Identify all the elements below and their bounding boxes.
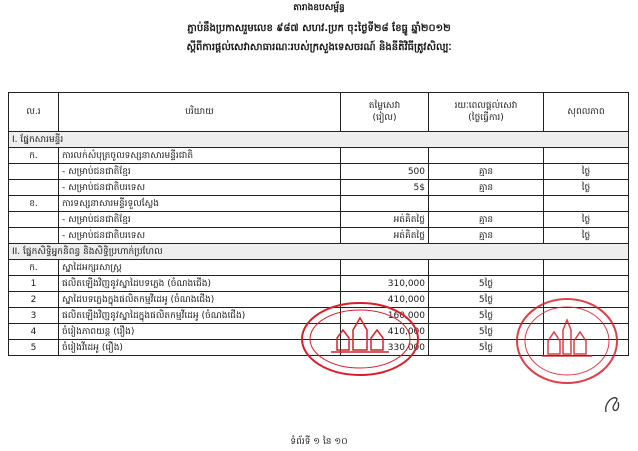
row-description: - សម្រាប់ជនជាតិបរទេស — [59, 180, 341, 196]
row-duration — [429, 148, 544, 164]
row-validity — [544, 276, 629, 292]
row-description: ផលិតឡើងវិញនូវស្នាដៃក្នុងផលិតកម្មវីដេអូ (ចំណងជើង) — [59, 308, 341, 324]
table-header-row — [9, 93, 629, 132]
row-duration: 5ថ្ងៃ — [429, 340, 544, 356]
section-header: II. ផ្នែកសិទ្ធិអ្នកនិពន្ធ និងសិទ្ធិប្រហាក់ប្រហែល — [9, 244, 629, 260]
row-duration: គ្មាន — [429, 180, 544, 196]
row-number: 2 — [9, 292, 59, 308]
row-number — [9, 228, 59, 244]
row-description: - សម្រាប់ជនជាតិខ្មែរ — [59, 164, 341, 180]
official-seal-stamp-icon — [297, 300, 423, 378]
row-description: - សម្រាប់ជនជាតិបរទេស — [59, 228, 341, 244]
row-description: ចំរៀងវីដេអូ (រឿង) — [59, 340, 341, 356]
row-duration — [429, 196, 544, 212]
table-row — [9, 228, 629, 244]
col-header-price-line2: (រៀល) — [372, 113, 397, 123]
doc-title: តារាងឧបសម្ព័ន្ធ — [293, 3, 345, 13]
table-row — [9, 148, 629, 164]
row-price: 410,000 — [341, 292, 429, 308]
row-validity: ថ្ងៃ — [544, 180, 629, 196]
table-row — [9, 196, 629, 212]
handwritten-signature-icon — [602, 392, 624, 416]
row-price: 410,000 — [341, 324, 429, 340]
col-header-duration — [429, 93, 544, 132]
col-header-price-line1: តម្លៃសេវា — [368, 101, 401, 111]
row-description: - សម្រាប់ជនជាតិខ្មែរ — [59, 212, 341, 228]
row-duration: គ្មាន — [429, 228, 544, 244]
table-row — [9, 260, 629, 276]
row-number: 4 — [9, 324, 59, 340]
row-number — [9, 164, 59, 180]
row-price — [341, 148, 429, 164]
row-price: 5$ — [341, 180, 429, 196]
row-description: ចំរៀងភាពយន្ត (រឿង) — [59, 324, 341, 340]
row-number — [9, 212, 59, 228]
row-validity: ថ្ងៃ — [544, 212, 629, 228]
row-price: អត់គិតថ្លៃ — [341, 228, 429, 244]
row-price — [341, 196, 429, 212]
row-number: 3 — [9, 308, 59, 324]
table-row — [9, 276, 629, 292]
row-validity — [544, 148, 629, 164]
page-number: ទំព័រទី ១ នៃ ១០ — [290, 437, 348, 447]
row-price: 160,000 — [341, 308, 429, 324]
table-row — [9, 132, 629, 148]
section-header: I. ផ្នែកសារមន្ទីរ — [9, 132, 629, 148]
col-header-desc: បរិយាយ — [59, 93, 341, 132]
row-validity: ថ្ងៃ — [544, 228, 629, 244]
row-duration: 5ថ្ងៃ — [429, 292, 544, 308]
row-description: ស្នាដៃបទភ្លេងក្នុងផលិតកម្មវីដេអូ (ចំណងជើង) — [59, 292, 341, 308]
col-header-no: ល.រ — [9, 93, 59, 132]
row-description: ការលក់សំបុត្រចូលទស្សនាសារមន្ទីរជាតិ — [59, 148, 341, 164]
table-row — [9, 212, 629, 228]
row-duration — [429, 260, 544, 276]
official-seal-stamp-icon — [512, 296, 622, 386]
row-description: ផលិតឡើងវិញនូវស្នាដៃបទភ្លេង (ចំណងជើង) — [59, 276, 341, 292]
table-row — [9, 180, 629, 196]
row-number: 5 — [9, 340, 59, 356]
col-header-price — [341, 93, 429, 132]
row-number: ក. — [9, 260, 59, 276]
col-header-validity: សុពលភាព — [544, 93, 629, 132]
row-duration: 5ថ្ងៃ — [429, 324, 544, 340]
row-description: ស្នាដៃអក្សរសាស្ត្រ — [59, 260, 341, 276]
col-header-duration-line1: រយៈពេលផ្តល់សេវា — [454, 101, 518, 111]
col-header-duration-line2: (ថ្ងៃធ្វើការ) — [468, 113, 504, 123]
doc-subject: ស្តីពីការផ្តល់សេវាសាធារណៈរបស់ក្រសួងទេសចរណ៍ និងនីតិវិធីត្រូវសិល្បៈ — [186, 42, 452, 53]
row-price: អត់គិតថ្លៃ — [341, 212, 429, 228]
row-validity — [544, 260, 629, 276]
row-price: 500 — [341, 164, 429, 180]
row-duration: 5ថ្ងៃ — [429, 308, 544, 324]
row-number — [9, 180, 59, 196]
row-price: 330,000 — [341, 340, 429, 356]
table-row — [9, 244, 629, 260]
row-validity: ថ្ងៃ — [544, 164, 629, 180]
row-number: ក. — [9, 148, 59, 164]
row-number: ខ. — [9, 196, 59, 212]
row-number: 1 — [9, 276, 59, 292]
row-price — [341, 260, 429, 276]
row-duration: គ្មាន — [429, 212, 544, 228]
row-description: ការទស្សនាសារមន្ទីរទួលស្លែង — [59, 196, 341, 212]
row-price: 310,000 — [341, 276, 429, 292]
row-duration: 5ថ្ងៃ — [429, 276, 544, 292]
doc-reference: ភ្ជាប់នឹងប្រកាសរួមលេខ ៩៨៧ សហវ.ប្រក ចុះថ្ងៃទី២៨ ខែធ្នូ ឆ្នាំ២០១២ — [187, 23, 451, 34]
row-duration: គ្មាន — [429, 164, 544, 180]
table-row — [9, 164, 629, 180]
row-validity — [544, 196, 629, 212]
